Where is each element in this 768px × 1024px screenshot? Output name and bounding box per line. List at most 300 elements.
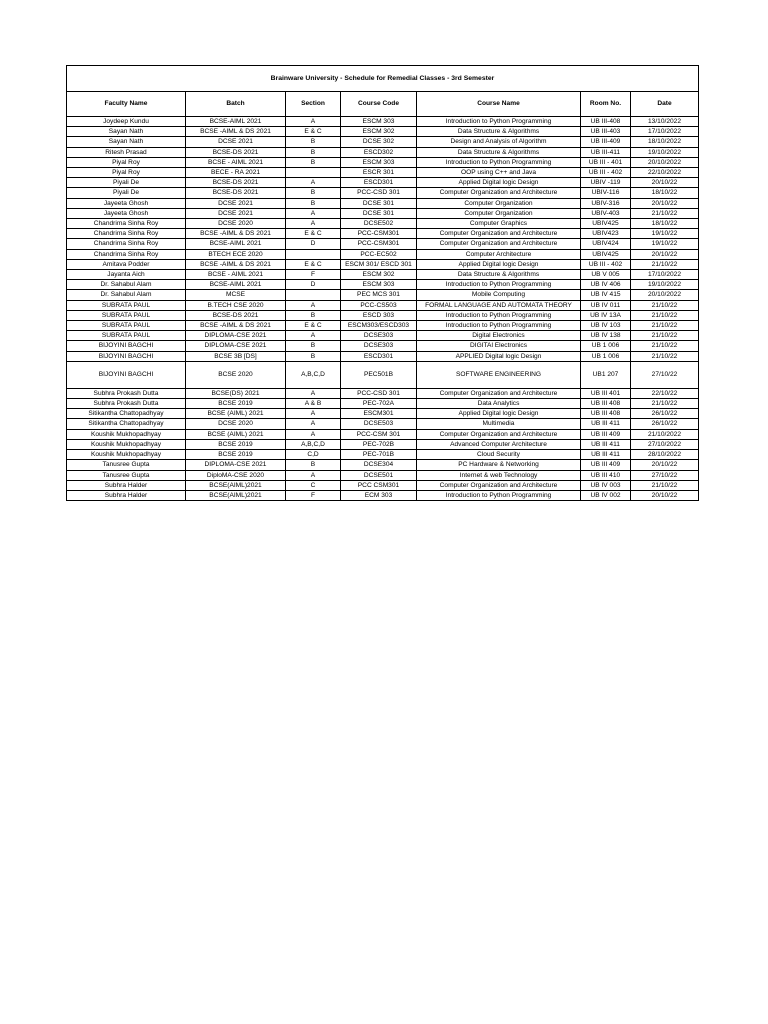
cell-section: A bbox=[286, 388, 341, 398]
cell-section: B bbox=[286, 351, 341, 361]
table-row bbox=[67, 219, 699, 229]
cell-room-no: UB III-403 bbox=[581, 127, 631, 137]
cell-faculty-name: Piyali De bbox=[67, 178, 186, 188]
table-row bbox=[67, 409, 699, 419]
cell-faculty-name: Piyali De bbox=[67, 188, 186, 198]
cell-batch: BCSE(AIML)2021 bbox=[186, 490, 286, 500]
cell-course-name: PC Hardware & Networking bbox=[417, 460, 581, 470]
cell-faculty-name: Dr. Sahabul Alam bbox=[67, 280, 186, 290]
cell-date: 13/10/2022 bbox=[631, 117, 699, 127]
cell-section: A bbox=[286, 117, 341, 127]
cell-course-name: Computer Organization bbox=[417, 198, 581, 208]
cell-course-code: DCSE501 bbox=[341, 470, 417, 480]
cell-batch: BCSE -AIML & DS 2021 bbox=[186, 259, 286, 269]
cell-course-code: PCC-CS503 bbox=[341, 300, 417, 310]
cell-course-code: ESCD 303 bbox=[341, 310, 417, 320]
cell-room-no: UB III-411 bbox=[581, 147, 631, 157]
cell-course-name: Cloud Security bbox=[417, 450, 581, 460]
cell-faculty-name: Subhra Halder bbox=[67, 490, 186, 500]
cell-course-code: PCC CSM301 bbox=[341, 480, 417, 490]
cell-section: B bbox=[286, 137, 341, 147]
cell-date: 18/10/22 bbox=[631, 219, 699, 229]
cell-faculty-name: Ritesh Prasad bbox=[67, 147, 186, 157]
cell-date: 20/10/22 bbox=[631, 178, 699, 188]
cell-course-code: PCC-CSM301 bbox=[341, 239, 417, 249]
cell-course-name: Applied Digital logic Design bbox=[417, 409, 581, 419]
col-room-no: Room No. bbox=[581, 92, 631, 117]
col-date: Date bbox=[631, 92, 699, 117]
schedule-table bbox=[66, 65, 699, 501]
cell-date: 21/10/22 bbox=[631, 300, 699, 310]
cell-course-code: ESCM 301/ ESCD 301 bbox=[341, 259, 417, 269]
table-row bbox=[67, 399, 699, 409]
cell-course-code: PEC-701B bbox=[341, 450, 417, 460]
cell-room-no: UB IV 003 bbox=[581, 480, 631, 490]
cell-course-code: DCSE303 bbox=[341, 341, 417, 351]
cell-course-code: DCSE502 bbox=[341, 219, 417, 229]
cell-batch: DIPLOMA-CSE 2021 bbox=[186, 331, 286, 341]
cell-room-no: UBIV424 bbox=[581, 239, 631, 249]
cell-faculty-name: Chandrima Sinha Roy bbox=[67, 249, 186, 259]
cell-section: A,B,C,D bbox=[286, 439, 341, 449]
cell-room-no: UBIV-403 bbox=[581, 208, 631, 218]
cell-course-name: Computer Graphics bbox=[417, 219, 581, 229]
cell-batch: BCSE-DS 2021 bbox=[186, 147, 286, 157]
cell-batch: BCSE -AIML & DS 2021 bbox=[186, 127, 286, 137]
cell-course-code: ESCD302 bbox=[341, 147, 417, 157]
cell-date: 21/10/22 bbox=[631, 341, 699, 351]
cell-course-name: SOFTWARE ENGINEERING bbox=[417, 361, 581, 388]
cell-room-no: UB III-408 bbox=[581, 117, 631, 127]
cell-course-name: Computer Organization and Architecture bbox=[417, 239, 581, 249]
table-row bbox=[67, 419, 699, 429]
cell-batch: BECE - RA 2021 bbox=[186, 168, 286, 178]
cell-course-name: Advanced Computer Architecture bbox=[417, 439, 581, 449]
cell-section: A bbox=[286, 409, 341, 419]
cell-room-no: UB III 411 bbox=[581, 450, 631, 460]
table-row bbox=[67, 259, 699, 269]
cell-batch: BCSE -AIML & DS 2021 bbox=[186, 229, 286, 239]
cell-batch: DiploMA-CSE 2020 bbox=[186, 470, 286, 480]
cell-course-name: Introduction to Python Programming bbox=[417, 310, 581, 320]
cell-section: A bbox=[286, 208, 341, 218]
cell-batch: BCSE 2019 bbox=[186, 439, 286, 449]
cell-section: B bbox=[286, 310, 341, 320]
cell-batch: DCSE 2021 bbox=[186, 137, 286, 147]
cell-course-name: Computer Organization bbox=[417, 208, 581, 218]
cell-course-name: Introduction to Python Programming bbox=[417, 117, 581, 127]
cell-section: E & C bbox=[286, 229, 341, 239]
table-row bbox=[67, 388, 699, 398]
cell-date: 26/10/22 bbox=[631, 409, 699, 419]
cell-section: B bbox=[286, 460, 341, 470]
cell-course-code: PEC501B bbox=[341, 361, 417, 388]
table-row bbox=[67, 229, 699, 239]
cell-course-code: DCSE 301 bbox=[341, 198, 417, 208]
cell-date: 19/10/2022 bbox=[631, 147, 699, 157]
cell-faculty-name: Koushik Mukhopadhyay bbox=[67, 450, 186, 460]
cell-faculty-name: SUBRATA PAUL bbox=[67, 310, 186, 320]
cell-course-name: Computer Organization and Architecture bbox=[417, 229, 581, 239]
cell-course-name: Computer Organization and Architecture bbox=[417, 188, 581, 198]
cell-section: A bbox=[286, 300, 341, 310]
cell-batch: BCSE (AIML) 2021 bbox=[186, 429, 286, 439]
table-row bbox=[67, 198, 699, 208]
cell-course-code: DCSE304 bbox=[341, 460, 417, 470]
cell-faculty-name: Jayeeta Ghosh bbox=[67, 198, 186, 208]
cell-faculty-name: SUBRATA PAUL bbox=[67, 300, 186, 310]
cell-section: C bbox=[286, 480, 341, 490]
table-row bbox=[67, 450, 699, 460]
table-row bbox=[67, 470, 699, 480]
cell-date: 19/10/2022 bbox=[631, 280, 699, 290]
cell-section: A bbox=[286, 219, 341, 229]
cell-course-name: Multimedia bbox=[417, 419, 581, 429]
cell-course-name: Computer Organization and Architecture bbox=[417, 480, 581, 490]
table-row bbox=[67, 270, 699, 280]
cell-date: 20/10/22 bbox=[631, 460, 699, 470]
cell-course-name: Data Analytics bbox=[417, 399, 581, 409]
cell-room-no: UBIV423 bbox=[581, 229, 631, 239]
table-row bbox=[67, 137, 699, 147]
cell-date: 20/10/2022 bbox=[631, 157, 699, 167]
cell-course-name: Introduction to Python Programming bbox=[417, 280, 581, 290]
cell-room-no: UBIV425 bbox=[581, 249, 631, 259]
cell-batch: BCSE-AIML 2021 bbox=[186, 239, 286, 249]
table-row bbox=[67, 331, 699, 341]
cell-room-no: UB IV 103 bbox=[581, 321, 631, 331]
cell-room-no: UB V 005 bbox=[581, 270, 631, 280]
cell-room-no: UB III 409 bbox=[581, 429, 631, 439]
cell-batch: DCSE 2020 bbox=[186, 219, 286, 229]
cell-faculty-name: Sayan Nath bbox=[67, 127, 186, 137]
cell-course-name: APPLIED Digital logic Design bbox=[417, 351, 581, 361]
cell-batch: BCSE(AIML)2021 bbox=[186, 480, 286, 490]
cell-date: 27/10/22 bbox=[631, 361, 699, 388]
cell-room-no: UB III - 401 bbox=[581, 157, 631, 167]
cell-room-no: UB IV 13A bbox=[581, 310, 631, 320]
cell-faculty-name: SUBRATA PAUL bbox=[67, 331, 186, 341]
cell-date: 17/10/2022 bbox=[631, 270, 699, 280]
table-row bbox=[67, 310, 699, 320]
cell-date: 19/10/22 bbox=[631, 229, 699, 239]
cell-room-no: UB III - 402 bbox=[581, 168, 631, 178]
table-row bbox=[67, 127, 699, 137]
cell-faculty-name: Dr. Sahabul Alam bbox=[67, 290, 186, 300]
cell-batch: DCSE 2020 bbox=[186, 419, 286, 429]
cell-course-code: PEC MCS 301 bbox=[341, 290, 417, 300]
cell-faculty-name: Jayeeta Ghosh bbox=[67, 208, 186, 218]
cell-room-no: UB III 401 bbox=[581, 388, 631, 398]
cell-batch: DCSE 2021 bbox=[186, 208, 286, 218]
cell-section bbox=[286, 290, 341, 300]
cell-course-name: Data Structure & Algorithms bbox=[417, 270, 581, 280]
cell-batch: BCSE-DS 2021 bbox=[186, 188, 286, 198]
cell-room-no: UB III 408 bbox=[581, 409, 631, 419]
table-row bbox=[67, 168, 699, 178]
cell-room-no: UB III 411 bbox=[581, 419, 631, 429]
header-row bbox=[67, 92, 699, 117]
table-row bbox=[67, 117, 699, 127]
cell-batch: BCSE-DS 2021 bbox=[186, 310, 286, 320]
cell-course-code: ESCM 302 bbox=[341, 127, 417, 137]
cell-faculty-name: Joydeep Kundu bbox=[67, 117, 186, 127]
cell-room-no: UB III 410 bbox=[581, 470, 631, 480]
cell-room-no: UB III 409 bbox=[581, 460, 631, 470]
cell-batch: BCSE-AIML 2021 bbox=[186, 280, 286, 290]
cell-date: 18/10/22 bbox=[631, 188, 699, 198]
cell-batch: B.TECH CSE 2020 bbox=[186, 300, 286, 310]
cell-course-name: Data Structure & Algorithms bbox=[417, 147, 581, 157]
cell-date: 17/10/2022 bbox=[631, 127, 699, 137]
cell-room-no: UB IV 002 bbox=[581, 490, 631, 500]
cell-course-name: Digital Electronics bbox=[417, 331, 581, 341]
cell-room-no: UB III-409 bbox=[581, 137, 631, 147]
cell-date: 20/10/22 bbox=[631, 198, 699, 208]
cell-room-no: UB IV 011 bbox=[581, 300, 631, 310]
cell-room-no: UB 1 006 bbox=[581, 341, 631, 351]
cell-date: 22/10/2022 bbox=[631, 168, 699, 178]
cell-section: C,D bbox=[286, 450, 341, 460]
cell-batch: BCSE-DS 2021 bbox=[186, 178, 286, 188]
cell-section bbox=[286, 249, 341, 259]
cell-date: 21/10/2022 bbox=[631, 429, 699, 439]
cell-date: 21/10/22 bbox=[631, 208, 699, 218]
cell-batch: BCSE (AIML) 2021 bbox=[186, 409, 286, 419]
table-row bbox=[67, 208, 699, 218]
cell-section: A bbox=[286, 470, 341, 480]
table-row bbox=[67, 290, 699, 300]
cell-section: A bbox=[286, 178, 341, 188]
cell-date: 18/10/2022 bbox=[631, 137, 699, 147]
cell-date: 20/10/22 bbox=[631, 249, 699, 259]
cell-date: 27/10/22 bbox=[631, 470, 699, 480]
cell-course-code: PCC-CSD 301 bbox=[341, 188, 417, 198]
cell-course-name: Introduction to Python Programming bbox=[417, 321, 581, 331]
cell-room-no: UBIV-116 bbox=[581, 188, 631, 198]
table-row bbox=[67, 439, 699, 449]
cell-course-name: Mobile Computing bbox=[417, 290, 581, 300]
cell-room-no: UB 1 006 bbox=[581, 351, 631, 361]
cell-room-no: UB IV 415 bbox=[581, 290, 631, 300]
table-row bbox=[67, 480, 699, 490]
cell-course-code: ESCM303/ESCD303 bbox=[341, 321, 417, 331]
cell-course-code: DCSE303 bbox=[341, 331, 417, 341]
cell-faculty-name: Chandrima Sinha Roy bbox=[67, 219, 186, 229]
cell-section: B bbox=[286, 188, 341, 198]
table-row bbox=[67, 249, 699, 259]
cell-faculty-name: Piyal Roy bbox=[67, 157, 186, 167]
cell-date: 21/10/22 bbox=[631, 310, 699, 320]
cell-course-code: ECM 303 bbox=[341, 490, 417, 500]
cell-faculty-name: Piyal Roy bbox=[67, 168, 186, 178]
cell-section: E & C bbox=[286, 321, 341, 331]
table-row bbox=[67, 300, 699, 310]
cell-section: E & C bbox=[286, 127, 341, 137]
cell-batch: BCSE 3B [DS] bbox=[186, 351, 286, 361]
cell-faculty-name: Chandrima Sinha Roy bbox=[67, 229, 186, 239]
cell-course-name: Computer Organization and Architecture bbox=[417, 429, 581, 439]
cell-faculty-name: Jayanta Aich bbox=[67, 270, 186, 280]
cell-course-code: ESCD301 bbox=[341, 351, 417, 361]
cell-faculty-name: Amitava Podder bbox=[67, 259, 186, 269]
cell-course-code: ESCM 303 bbox=[341, 280, 417, 290]
table-body bbox=[67, 117, 699, 501]
table-row bbox=[67, 147, 699, 157]
cell-faculty-name: BIJOYINI BAGCHI bbox=[67, 361, 186, 388]
cell-faculty-name: Sitikantha Chattopadhyay bbox=[67, 419, 186, 429]
cell-section: A bbox=[286, 419, 341, 429]
cell-course-code: ESCM 303 bbox=[341, 157, 417, 167]
cell-section: A bbox=[286, 331, 341, 341]
table-row bbox=[67, 460, 699, 470]
cell-date: 21/10/22 bbox=[631, 399, 699, 409]
cell-section: B bbox=[286, 341, 341, 351]
cell-room-no: UB III 408 bbox=[581, 399, 631, 409]
cell-course-name: Internet & web Technology bbox=[417, 470, 581, 480]
cell-batch: BCSE - AIML 2021 bbox=[186, 157, 286, 167]
cell-date: 22/10/22 bbox=[631, 388, 699, 398]
cell-course-code: PCC-CSD 301 bbox=[341, 388, 417, 398]
cell-date: 27/10/2022 bbox=[631, 439, 699, 449]
cell-course-name: Introduction to Python Programming bbox=[417, 157, 581, 167]
cell-date: 19/10/22 bbox=[631, 239, 699, 249]
cell-faculty-name: BIJOYINI BAGCHI bbox=[67, 351, 186, 361]
cell-course-name: Applied Digital logic Design bbox=[417, 259, 581, 269]
cell-date: 21/10/22 bbox=[631, 259, 699, 269]
cell-batch: BCSE(DS) 2021 bbox=[186, 388, 286, 398]
cell-section: F bbox=[286, 270, 341, 280]
cell-section: A bbox=[286, 429, 341, 439]
cell-course-name: Data Structure & Algorithms bbox=[417, 127, 581, 137]
col-batch: Batch bbox=[186, 92, 286, 117]
cell-section: B bbox=[286, 147, 341, 157]
cell-room-no: UBIV -119 bbox=[581, 178, 631, 188]
cell-section bbox=[286, 168, 341, 178]
cell-section: E & C bbox=[286, 259, 341, 269]
cell-course-code: PEC-702B bbox=[341, 439, 417, 449]
cell-date: 21/10/22 bbox=[631, 351, 699, 361]
cell-faculty-name: Sayan Nath bbox=[67, 137, 186, 147]
cell-course-code: PCC-CSM 301 bbox=[341, 429, 417, 439]
cell-faculty-name: Tanusree Gupta bbox=[67, 470, 186, 480]
cell-course-name: OOP using C++ and Java bbox=[417, 168, 581, 178]
cell-faculty-name: Subhra Halder bbox=[67, 480, 186, 490]
cell-faculty-name: Koushik Mukhopadhyay bbox=[67, 439, 186, 449]
cell-faculty-name: Subhra Prokash Dutta bbox=[67, 388, 186, 398]
cell-course-code: PCC-EC502 bbox=[341, 249, 417, 259]
cell-course-name: FORMAL LANGUAGE AND AUTOMATA THEORY bbox=[417, 300, 581, 310]
col-section: Section bbox=[286, 92, 341, 117]
cell-course-name: Applied Digital logic Design bbox=[417, 178, 581, 188]
cell-batch: BCSE-AIML 2021 bbox=[186, 117, 286, 127]
cell-course-code: ESCD301 bbox=[341, 178, 417, 188]
cell-batch: BCSE -AIML & DS 2021 bbox=[186, 321, 286, 331]
cell-batch: BCSE - AIML 2021 bbox=[186, 270, 286, 280]
cell-faculty-name: Subhra Prokash Dutta bbox=[67, 399, 186, 409]
cell-date: 28/10/2022 bbox=[631, 450, 699, 460]
col-course-name: Course Name bbox=[417, 92, 581, 117]
cell-section: B bbox=[286, 198, 341, 208]
cell-course-code: PCC-CSM301 bbox=[341, 229, 417, 239]
cell-date: 26/10/22 bbox=[631, 419, 699, 429]
cell-course-code: ESCM 302 bbox=[341, 270, 417, 280]
table-row bbox=[67, 188, 699, 198]
cell-faculty-name: SUBRATA PAUL bbox=[67, 321, 186, 331]
cell-date: 21/10/22 bbox=[631, 321, 699, 331]
cell-section: D bbox=[286, 239, 341, 249]
cell-room-no: UB III - 402 bbox=[581, 259, 631, 269]
cell-room-no: UB IV 406 bbox=[581, 280, 631, 290]
cell-course-code: ESCR 301 bbox=[341, 168, 417, 178]
cell-batch: BTECH ECE 2020 bbox=[186, 249, 286, 259]
cell-course-code: ESCM 303 bbox=[341, 117, 417, 127]
cell-room-no: UB III 411 bbox=[581, 439, 631, 449]
table-row bbox=[67, 361, 699, 388]
cell-course-name: Introduction to Python Programming bbox=[417, 490, 581, 500]
cell-section: A & B bbox=[286, 399, 341, 409]
cell-course-name: Computer Architecture bbox=[417, 249, 581, 259]
table-row bbox=[67, 157, 699, 167]
cell-course-code: DCSE 302 bbox=[341, 137, 417, 147]
cell-faculty-name: Chandrima Sinha Roy bbox=[67, 239, 186, 249]
sheet-title: Brainware University - Schedule for Remedial Classes - 3rd Semester bbox=[66, 65, 699, 91]
cell-batch: MCSE bbox=[186, 290, 286, 300]
table-row bbox=[67, 321, 699, 331]
cell-batch: DIPLOMA-CSE 2021 bbox=[186, 341, 286, 351]
cell-batch: BCSE 2020 bbox=[186, 361, 286, 388]
table-row bbox=[67, 280, 699, 290]
cell-section: B bbox=[286, 157, 341, 167]
cell-room-no: UBIV425 bbox=[581, 219, 631, 229]
cell-faculty-name: BIJOYINI BAGCHI bbox=[67, 341, 186, 351]
cell-section: A,B,C,D bbox=[286, 361, 341, 388]
cell-date: 20/10/2022 bbox=[631, 290, 699, 300]
cell-course-code: ESCM301 bbox=[341, 409, 417, 419]
table-row bbox=[67, 351, 699, 361]
cell-course-name: DIGITAl Electronics bbox=[417, 341, 581, 351]
cell-room-no: UB IV 138 bbox=[581, 331, 631, 341]
table-row bbox=[67, 178, 699, 188]
schedule-sheet bbox=[66, 65, 698, 501]
cell-section: F bbox=[286, 490, 341, 500]
cell-course-name: Design and Analysis of Algorithm bbox=[417, 137, 581, 147]
cell-section: D bbox=[286, 280, 341, 290]
cell-room-no: UBIV-316 bbox=[581, 198, 631, 208]
cell-course-code: DCSE 301 bbox=[341, 208, 417, 218]
cell-room-no: UB1 207 bbox=[581, 361, 631, 388]
cell-batch: DIPLOMA-CSE 2021 bbox=[186, 460, 286, 470]
col-faculty-name: Faculty Name bbox=[67, 92, 186, 117]
table-row bbox=[67, 239, 699, 249]
table-row bbox=[67, 341, 699, 351]
table-row bbox=[67, 490, 699, 500]
cell-date: 21/10/22 bbox=[631, 331, 699, 341]
cell-batch: BCSE 2019 bbox=[186, 450, 286, 460]
table-row bbox=[67, 429, 699, 439]
cell-date: 20/10/22 bbox=[631, 490, 699, 500]
cell-faculty-name: Sitikantha Chattopadhyay bbox=[67, 409, 186, 419]
cell-course-name: Computer Organization and Architecture bbox=[417, 388, 581, 398]
cell-course-code: DCSE503 bbox=[341, 419, 417, 429]
cell-batch: BCSE 2019 bbox=[186, 399, 286, 409]
cell-batch: DCSE 2021 bbox=[186, 198, 286, 208]
cell-date: 21/10/22 bbox=[631, 480, 699, 490]
col-course-code: Course Code bbox=[341, 92, 417, 117]
cell-course-code: PEC-702A bbox=[341, 399, 417, 409]
cell-faculty-name: Koushik Mukhopadhyay bbox=[67, 429, 186, 439]
cell-faculty-name: Tanusree Gupta bbox=[67, 460, 186, 470]
